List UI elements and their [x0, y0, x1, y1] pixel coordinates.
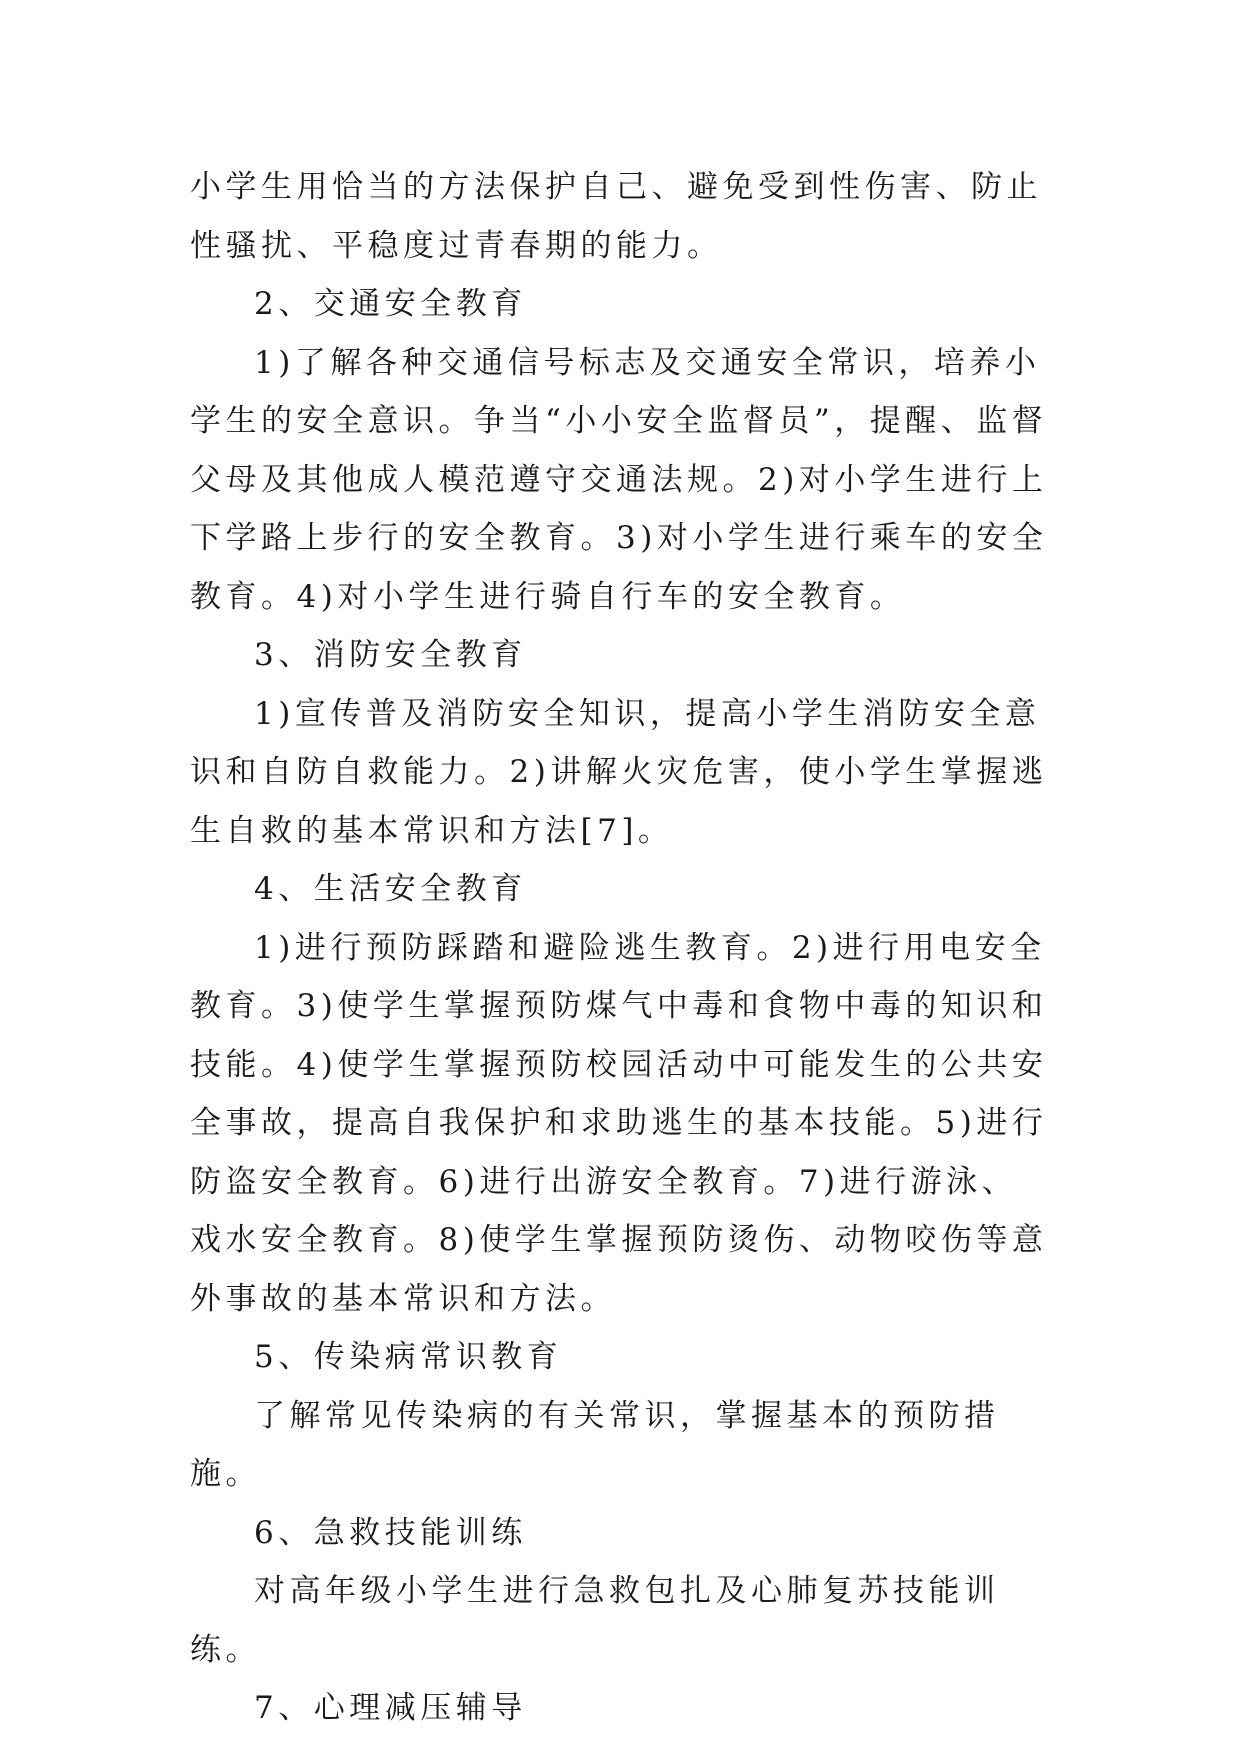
paragraph-first-aid: 对高年级小学生进行急救包扎及心肺复苏技能训练。 — [190, 1573, 1000, 1668]
document-body — [190, 158, 1052, 1738]
paragraph-traffic-safety: 1)了解各种交通信号标志及交通安全常识，培养小学生的安全意识。争当“小小安全监督员”，提醒、监督父母及其他成人模范遵守交通法规。2)对小学生进行上下学路上步行的安全教育。3)对小学生进行乘车的安全教育。4)对小学生进行骑自行车的安全教育。 — [190, 344, 1048, 615]
paragraph-life-safety: 1)进行预防踩踏和避险逃生教育。2)进行用电安全教育。3)使学生掌握预防煤气中毒和食物中毒的知识和技能。4)使学生掌握预防校园活动中可能发生的公共安全事故，提高自我保护和求助逃生的基本技能。5)进行防盗安全教育。6)进行出游安全教育。7)进行游泳、戏水安全教育。8)使学生掌握预防烫伤、动物咬伤等意外事故的基本常识和方法。 — [190, 929, 1048, 1317]
paragraph-infectious-disease: 了解常见传染病的有关常识，掌握基本的预防措施。 — [190, 1397, 1000, 1492]
heading-first-aid: 6、急救技能训练 — [254, 1514, 527, 1551]
heading-fire-safety: 3、消防安全教育 — [254, 637, 527, 673]
heading-infectious-disease: 5、传染病常识教育 — [254, 1339, 563, 1375]
heading-traffic-safety: 2、交通安全教育 — [254, 286, 527, 322]
paragraph-sex-safety-continued: 小学生用恰当的方法保护自己、避免受到性伤害、防止性骚扰、平稳度过青春期的能力。 — [190, 169, 1042, 264]
heading-life-safety: 4、生活安全教育 — [254, 871, 527, 907]
paragraph-fire-safety: 1)宣传普及消防安全知识，提高小学生消防安全意识和自防自救能力。2)讲解火灾危害，使小学生掌握逃生自救的基本常识和方法[7]。 — [190, 695, 1048, 849]
heading-psychological-counseling: 7、心理减压辅导 — [254, 1690, 527, 1726]
